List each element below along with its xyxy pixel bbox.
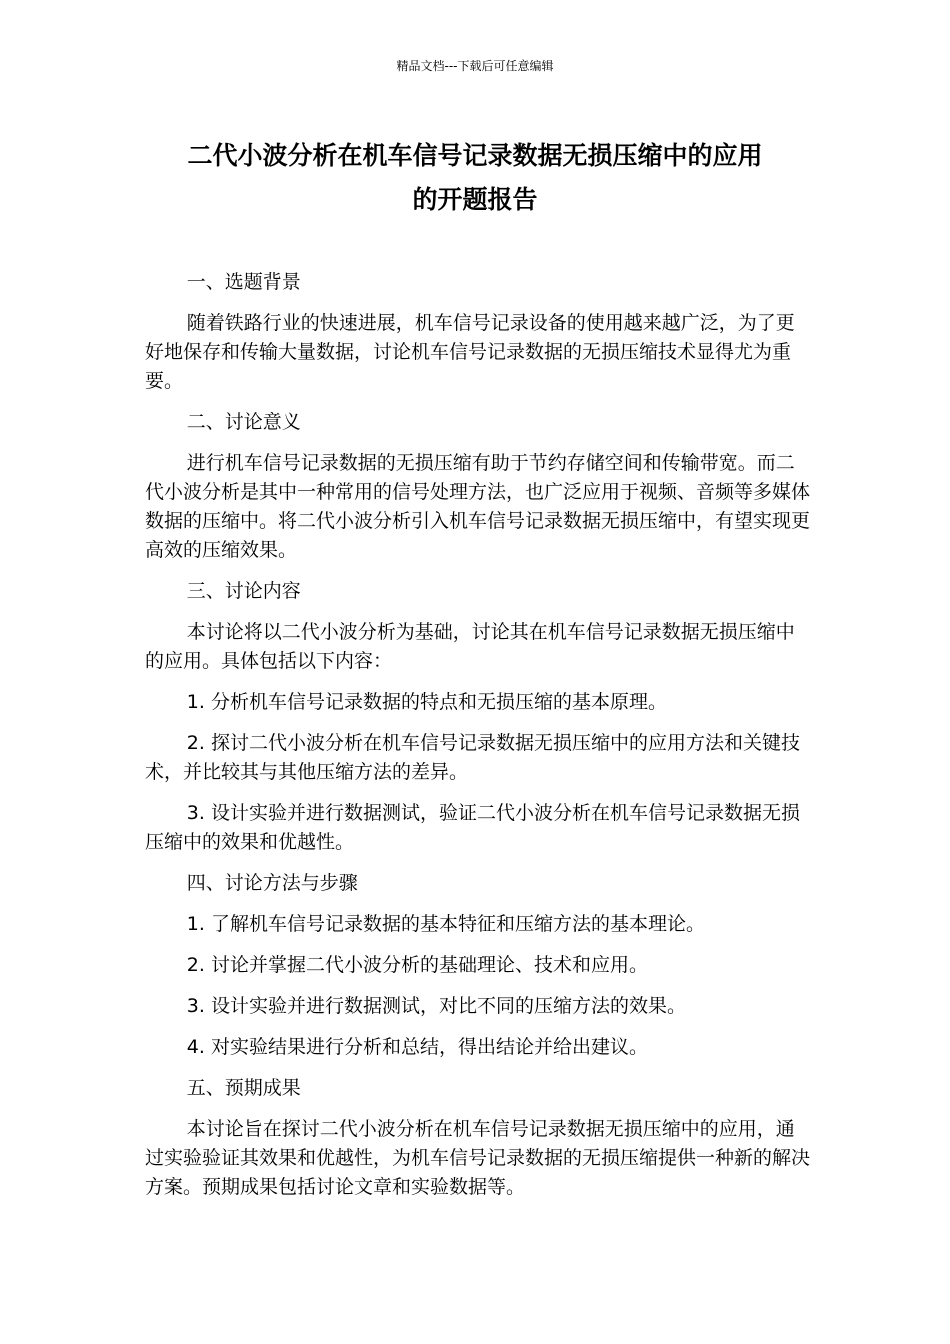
section-heading-outcomes: 五、预期成果 <box>186 1077 301 1099</box>
document-body <box>145 268 810 1214</box>
section-heading-background: 一、选题背景 <box>186 271 301 293</box>
list-item-methods-1: 1. 了解机车信号记录数据的基本特征和压缩方法的基本理论。 <box>186 913 705 935</box>
title-line-2: 的开题报告 <box>412 185 538 214</box>
document-title <box>130 134 820 222</box>
section-heading-content: 三、讨论内容 <box>186 580 301 602</box>
list-item-methods-3: 3. 设计实验并进行数据测试，对比不同的压缩方法的效果。 <box>186 995 686 1017</box>
paragraph-outcomes: 本讨论旨在探讨二代小波分析在机车信号记录数据无损压缩中的应用，通过实验验证其效果和优越性，为机车信号记录数据的无损压缩提供一种新的解决方案。预期成果包括讨论文章和实验数据等。 <box>145 1118 811 1198</box>
section-heading-significance: 二、讨论意义 <box>186 411 301 433</box>
list-item-methods-4: 4. 对实验结果进行分析和总结，得出结论并给出建议。 <box>186 1036 648 1058</box>
list-item-content-1: 1. 分析机车信号记录数据的特点和无损压缩的基本原理。 <box>186 691 667 713</box>
section-heading-methods: 四、讨论方法与步骤 <box>186 872 358 894</box>
list-item-content-2: 2. 探讨二代小波分析在机车信号记录数据无损压缩中的应用方法和关键技术，并比较其与其他压缩方法的差异。 <box>145 732 800 783</box>
paragraph-content-intro: 本讨论将以二代小波分析为基础，讨论其在机车信号记录数据无损压缩中的应用。具体包括以下内容： <box>145 621 795 672</box>
paragraph-background: 随着铁路行业的快速进展，机车信号记录设备的使用越来越广泛，为了更好地保存和传输大量数据，讨论机车信号记录数据的无损压缩技术显得尤为重要。 <box>145 312 795 392</box>
paragraph-significance: 进行机车信号记录数据的无损压缩有助于节约存储空间和传输带宽。而二代小波分析是其中一种常用的信号处理方法，也广泛应用于视频、音频等多媒体数据的压缩中。将二代小波分析引入机车信号记录数据无损压缩中，有望实现更高效的压缩效果。 <box>145 452 811 561</box>
header-note: 精品文档---下载后可任意编辑 <box>396 59 554 73</box>
list-item-content-3: 3. 设计实验并进行数据测试，验证二代小波分析在机车信号记录数据无损压缩中的效果和优越性。 <box>145 802 800 853</box>
title-line-1: 二代小波分析在机车信号记录数据无损压缩中的应用 <box>187 141 763 170</box>
list-item-methods-2: 2. 讨论并掌握二代小波分析的基础理论、技术和应用。 <box>186 954 648 976</box>
